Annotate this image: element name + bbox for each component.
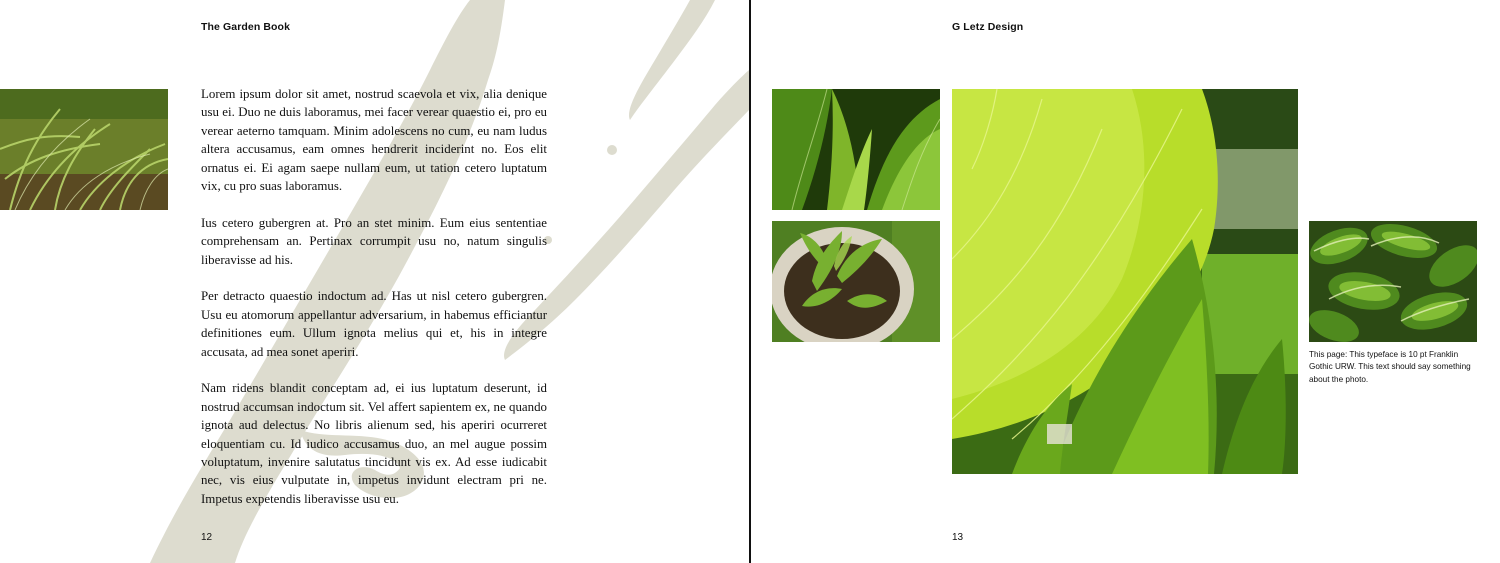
- running-head-right: G Letz Design: [952, 21, 1024, 33]
- potted-plant-photo: [772, 221, 940, 342]
- body-paragraph: Ius cetero gubergren at. Pro an stet minim. Eum eius sententiae comprehensam an. Pertinax corrumpit usu no, natum singulis liberavisse ad his.: [201, 215, 547, 267]
- left-page: [0, 0, 749, 563]
- hosta-leaf-hero-photo: [952, 89, 1298, 474]
- body-text: [201, 85, 547, 527]
- body-paragraph: Nam ridens blandit conceptam ad, ei ius luptatum deserunt, id nostrud accumsan indoctum sit. Vel affert sapientem ex, ne quando ignota aud delectus. No libris alienum sed, his aperiri ocurreret eloquentiam cu. Id iudico accusamus duo, an mel augue possim voluptatum, invenire salutatus tincidunt vis ex. Ad esse iudicabit nec, vis eius vulputate in, impetus invidunt electram pri ne. Impetus expetendis liberavisse usu eu.: [201, 381, 547, 506]
- right-page: [751, 0, 1500, 563]
- grass-photo: [0, 89, 168, 210]
- page-number-right: 13: [952, 532, 964, 543]
- variegated-hosta-photo: [1309, 221, 1477, 342]
- body-paragraph: Per detracto quaestio indoctum ad. Has ut nisl cetero gubergren. Usu eu atomorum appellantur adversarium, in habemus efficiantur definitiones eum. Ullum ignota melius qui et, his in integre accusata, ad mea sonet aperiri.: [201, 289, 547, 359]
- photo-caption: This page: This typeface is 10 pt Franklin Gothic URW. This text should say something about the photo.: [1309, 350, 1471, 384]
- running-head-left: The Garden Book: [201, 21, 291, 33]
- body-paragraph: Lorem ipsum dolor sit amet, nostrud scaevola et vix, alia denique usu ei. Duo ne duis laboramus, mei facer verear quaestio ei, pro eu verear aeterno tamquam. Minim adolescens no cum, eu nam ludus altera accusamus, eam omnes hendrerit inciderint no. Eos elit ornatus ei. Ei agam saepe nullam eum, ut tation cetero luptatum vix, cu pro suas laboramus.: [201, 87, 547, 194]
- page-number-left: 12: [201, 532, 213, 543]
- leaves-closeup-photo: [772, 89, 940, 210]
